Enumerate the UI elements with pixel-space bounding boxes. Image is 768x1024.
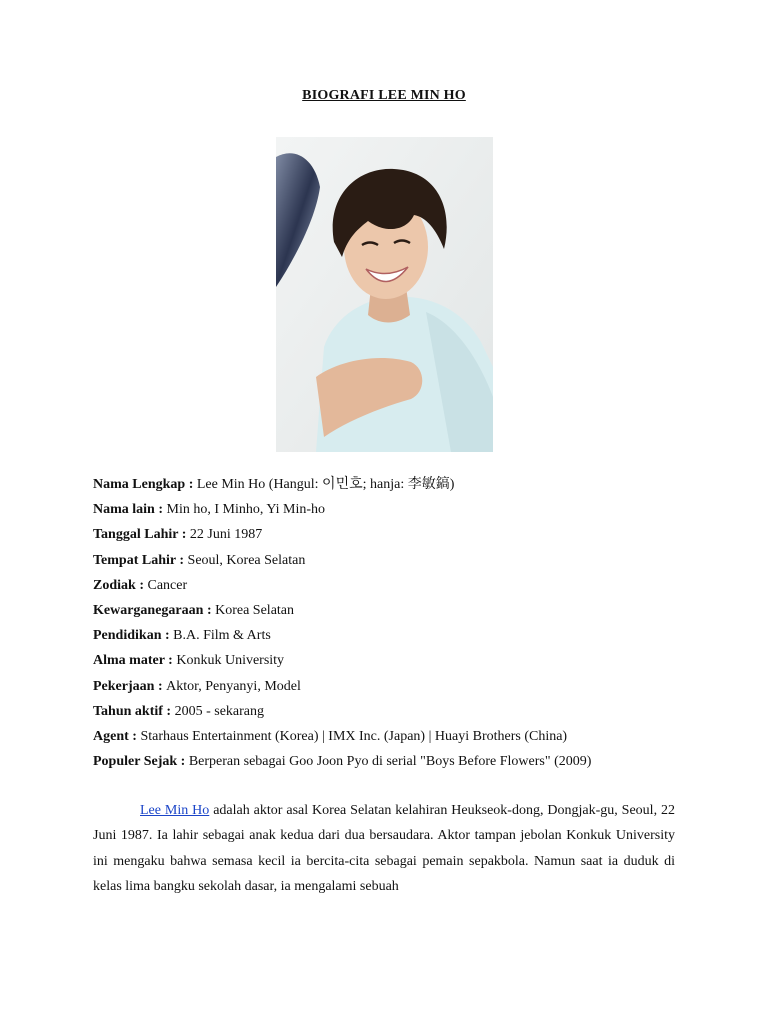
label-separator: : [175, 552, 188, 568]
biodata-value: Seoul, Korea Selatan [187, 552, 306, 568]
biodata-row [93, 648, 683, 673]
biodata-label: Agent [93, 728, 129, 744]
biodata-row [93, 573, 683, 598]
biodata-label: Nama Lengkap [93, 477, 186, 492]
label-separator: : [164, 653, 177, 669]
biodata-label: Tempat Lahir [93, 552, 176, 568]
biodata-row [93, 749, 683, 774]
biodata-label: Pendidikan [93, 628, 162, 644]
profile-photo [276, 137, 493, 452]
biography-paragraph [93, 798, 675, 900]
biodata-value: 2005 - sekarang [174, 703, 265, 719]
biodata-row [93, 598, 683, 623]
biodata-label: Tanggal Lahir [93, 527, 179, 543]
biodata-label: Populer Sejak [93, 754, 178, 770]
biodata-label: Zodiak [93, 577, 136, 593]
label-separator: : [162, 703, 175, 719]
biodata-row [93, 548, 683, 573]
label-separator: : [128, 728, 141, 744]
biodata-value: Konkuk University [176, 653, 285, 669]
biography-text: adalah aktor asal Korea Selatan kelahiran Heukseok-dong, Dongjak-gu, Seoul, 22 Juni 1987. Ia lahir sebagai anak kedua dari dua bersaudara. Aktor tampan jebolan Konkuk University ini mengaku bahwa semasa kecil ia bercita-cita sebagai pemain sepakbola. Namun saat ia duduk di kelas lima bangku sekolah dasar, ia mengalami sebuah [93, 803, 675, 895]
biodata-value: Min ho, I Minho, Yi Min-ho [166, 502, 326, 518]
label-separator: : [161, 628, 174, 644]
biodata-value: Starhaus Entertainment (Korea) | IMX Inc. (Japan) | Huayi Brothers (China) [140, 728, 568, 744]
biodata-label: Tahun aktif [93, 703, 163, 719]
biodata-value: Cancer [147, 577, 188, 593]
biodata-value: B.A. Film & Arts [173, 628, 271, 644]
label-separator: : [154, 502, 167, 518]
biodata-value: Lee Min Ho (Hangul: 이민호; hanja: 李敏鎬) [196, 477, 455, 492]
label-separator: : [154, 678, 167, 694]
biodata-row [93, 497, 683, 522]
biodata-row [93, 472, 683, 497]
biodata-label: Nama lain [93, 502, 155, 518]
label-separator: : [135, 577, 148, 593]
biodata-label: Kewarganegaraan [93, 602, 204, 618]
biodata-row [93, 674, 683, 699]
label-separator: : [185, 477, 197, 492]
page-title: BIOGRAFI LEE MIN HO [302, 88, 466, 103]
biodata-list [93, 472, 683, 774]
lee-min-ho-link[interactable]: Lee Min Ho [140, 803, 210, 818]
biodata-row [93, 522, 683, 547]
biodata-row [93, 623, 683, 648]
biodata-value: 22 Juni 1987 [189, 527, 263, 543]
photo-illustration [276, 137, 493, 452]
label-separator: : [178, 527, 190, 543]
biodata-label: Alma mater [93, 653, 165, 669]
biodata-row [93, 724, 683, 749]
label-separator: : [177, 754, 189, 770]
label-separator: : [203, 602, 216, 618]
biodata-value: Aktor, Penyanyi, Model [166, 678, 301, 694]
biodata-value: Korea Selatan [215, 602, 295, 618]
biodata-value: Berperan sebagai Goo Joon Pyo di serial "Boys Before Flowers" (2009) [188, 754, 592, 770]
biodata-label: Pekerjaan [93, 678, 155, 694]
biodata-row [93, 699, 683, 724]
